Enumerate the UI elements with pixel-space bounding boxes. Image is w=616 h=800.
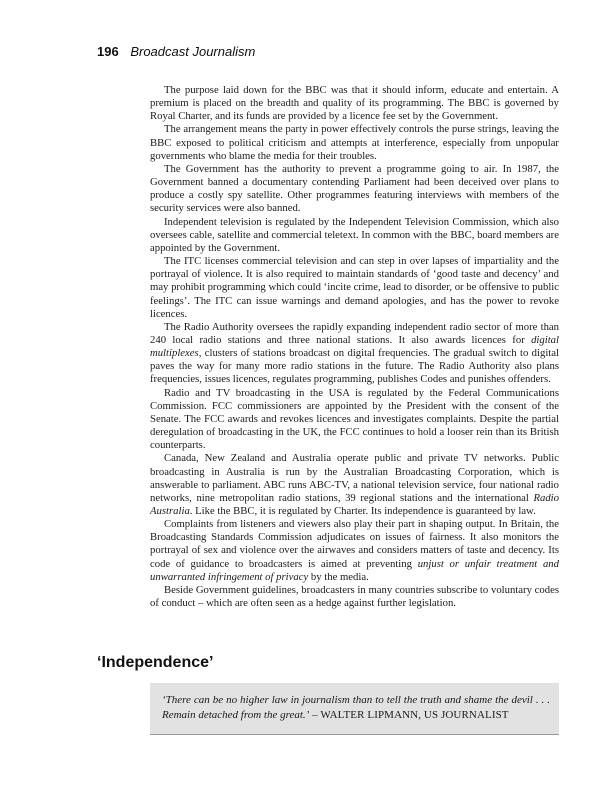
body-paragraph bbox=[150, 216, 559, 255]
body-paragraph bbox=[150, 452, 559, 518]
body-paragraph bbox=[150, 321, 559, 387]
text-run: The ITC licenses commercial television and can step in over lapses of impartiality and the portrayal of violence. It is also required to maintain standards of ‘good taste and decency’ and may prohibit programming which could ‘incite crime, lead to disorder, or be offensive to public feelings’. The ITC can issue warnings and demand apologies, and has the power to revoke licences. bbox=[150, 255, 559, 320]
body-paragraph bbox=[150, 84, 559, 123]
pull-quote-box bbox=[150, 683, 559, 735]
text-run: The purpose laid down for the BBC was that it should inform, educate and entertain. A premium is placed on the breadth and quality of its programming. The BBC is governed by Royal Charter, and its funds are provided by a licence fee set by the Government. bbox=[150, 84, 559, 123]
text-run: , clusters of stations broadcast on digital frequencies. The gradual switch to digital paves the way for many more radio stations in the future. The Radio Authority also plans frequencies, issues licences, regulates programming, publishes Codes and punishes offenders. bbox=[150, 347, 559, 386]
book-title: Broadcast Journalism bbox=[130, 44, 256, 59]
text-run: . Like the BBC, it is regulated by Charter. Its independence is guaranteed by law. bbox=[189, 505, 536, 517]
text-run: The arrangement means the party in power effectively controls the purse strings, leaving the BBC exposed to political criticism and attempts at interference, especially from unpopular governments who blame the media for their troubles. bbox=[150, 123, 559, 162]
text-run: Complaints from listeners and viewers also play their part in shaping output. In Britain, the Broadcasting Standards Commission adjudicates on issues of fairness. It also monitors the portrayal of sex and violence over the airwaves and considers matters of taste and decency. Its code of guidance to broadcasters is aimed at preventing bbox=[150, 518, 559, 570]
body-paragraph bbox=[150, 255, 559, 321]
body-paragraph bbox=[150, 123, 559, 162]
body-paragraph bbox=[150, 387, 559, 453]
body-text bbox=[150, 84, 559, 610]
page-number: 196 bbox=[97, 44, 119, 59]
text-run: Independent television is regulated by the Independent Television Commission, which also oversees cable, satellite and commercial teletext. In common with the BBC, board members are appointed by the Government. bbox=[150, 215, 559, 254]
quote-text: ‘There can be no higher law in journalism than to tell the truth and shame the devil . . . Remain detached from the great.’ bbox=[162, 694, 550, 721]
text-run: Beside Government guidelines, broadcasters in many countries subscribe to voluntary codes of conduct – which are often seen as a hedge against further legislation. bbox=[150, 583, 559, 610]
running-head bbox=[97, 44, 255, 59]
text-run: The Radio Authority oversees the rapidly expanding independent radio sector of more than 240 local radio stations and three national stations. It also awards licences for bbox=[150, 320, 559, 346]
quote-attribution: – WALTER LIPMANN, US JOURNALIST bbox=[312, 708, 509, 721]
text-run: Canada, New Zealand and Australia operate public and private TV networks. Public broadcasting in Australia is run by the Australian Broadcasting Corporation, which is answerable to parliament. ABC runs ABC-TV, a national television service, four national radio networks, nine metropolitan radio stations, 39 regional stations and the international bbox=[150, 452, 559, 504]
italic-run: digital multiplexes bbox=[150, 333, 559, 360]
body-paragraph bbox=[150, 584, 559, 610]
text-run: The Government has the authority to prevent a programme going to air. In 1987, the Government banned a documentary contending Parliament had been deceived over plans to produce a costly spy satellite. Other programmes featuring interviews with members of the security services were also banned. bbox=[150, 162, 559, 215]
body-paragraph bbox=[150, 163, 559, 216]
text-run: by the media. bbox=[308, 570, 369, 583]
section-heading: ‘Independence’ bbox=[97, 654, 214, 671]
italic-run: unjust or unfair treatment and unwarranted infringement of privacy bbox=[150, 557, 559, 583]
body-paragraph bbox=[150, 518, 559, 584]
text-run: Radio and TV broadcasting in the USA is regulated by the Federal Communications Commission. FCC commissioners are appointed by the President with the consent of the Senate. The FCC awards and revokes licences and investigates complaints. Despite the partial deregulation of broadcasting in the UK, the FCC continues to hold a looser rein than its British counterparts. bbox=[150, 386, 559, 452]
italic-run: Radio Australia bbox=[150, 491, 559, 517]
